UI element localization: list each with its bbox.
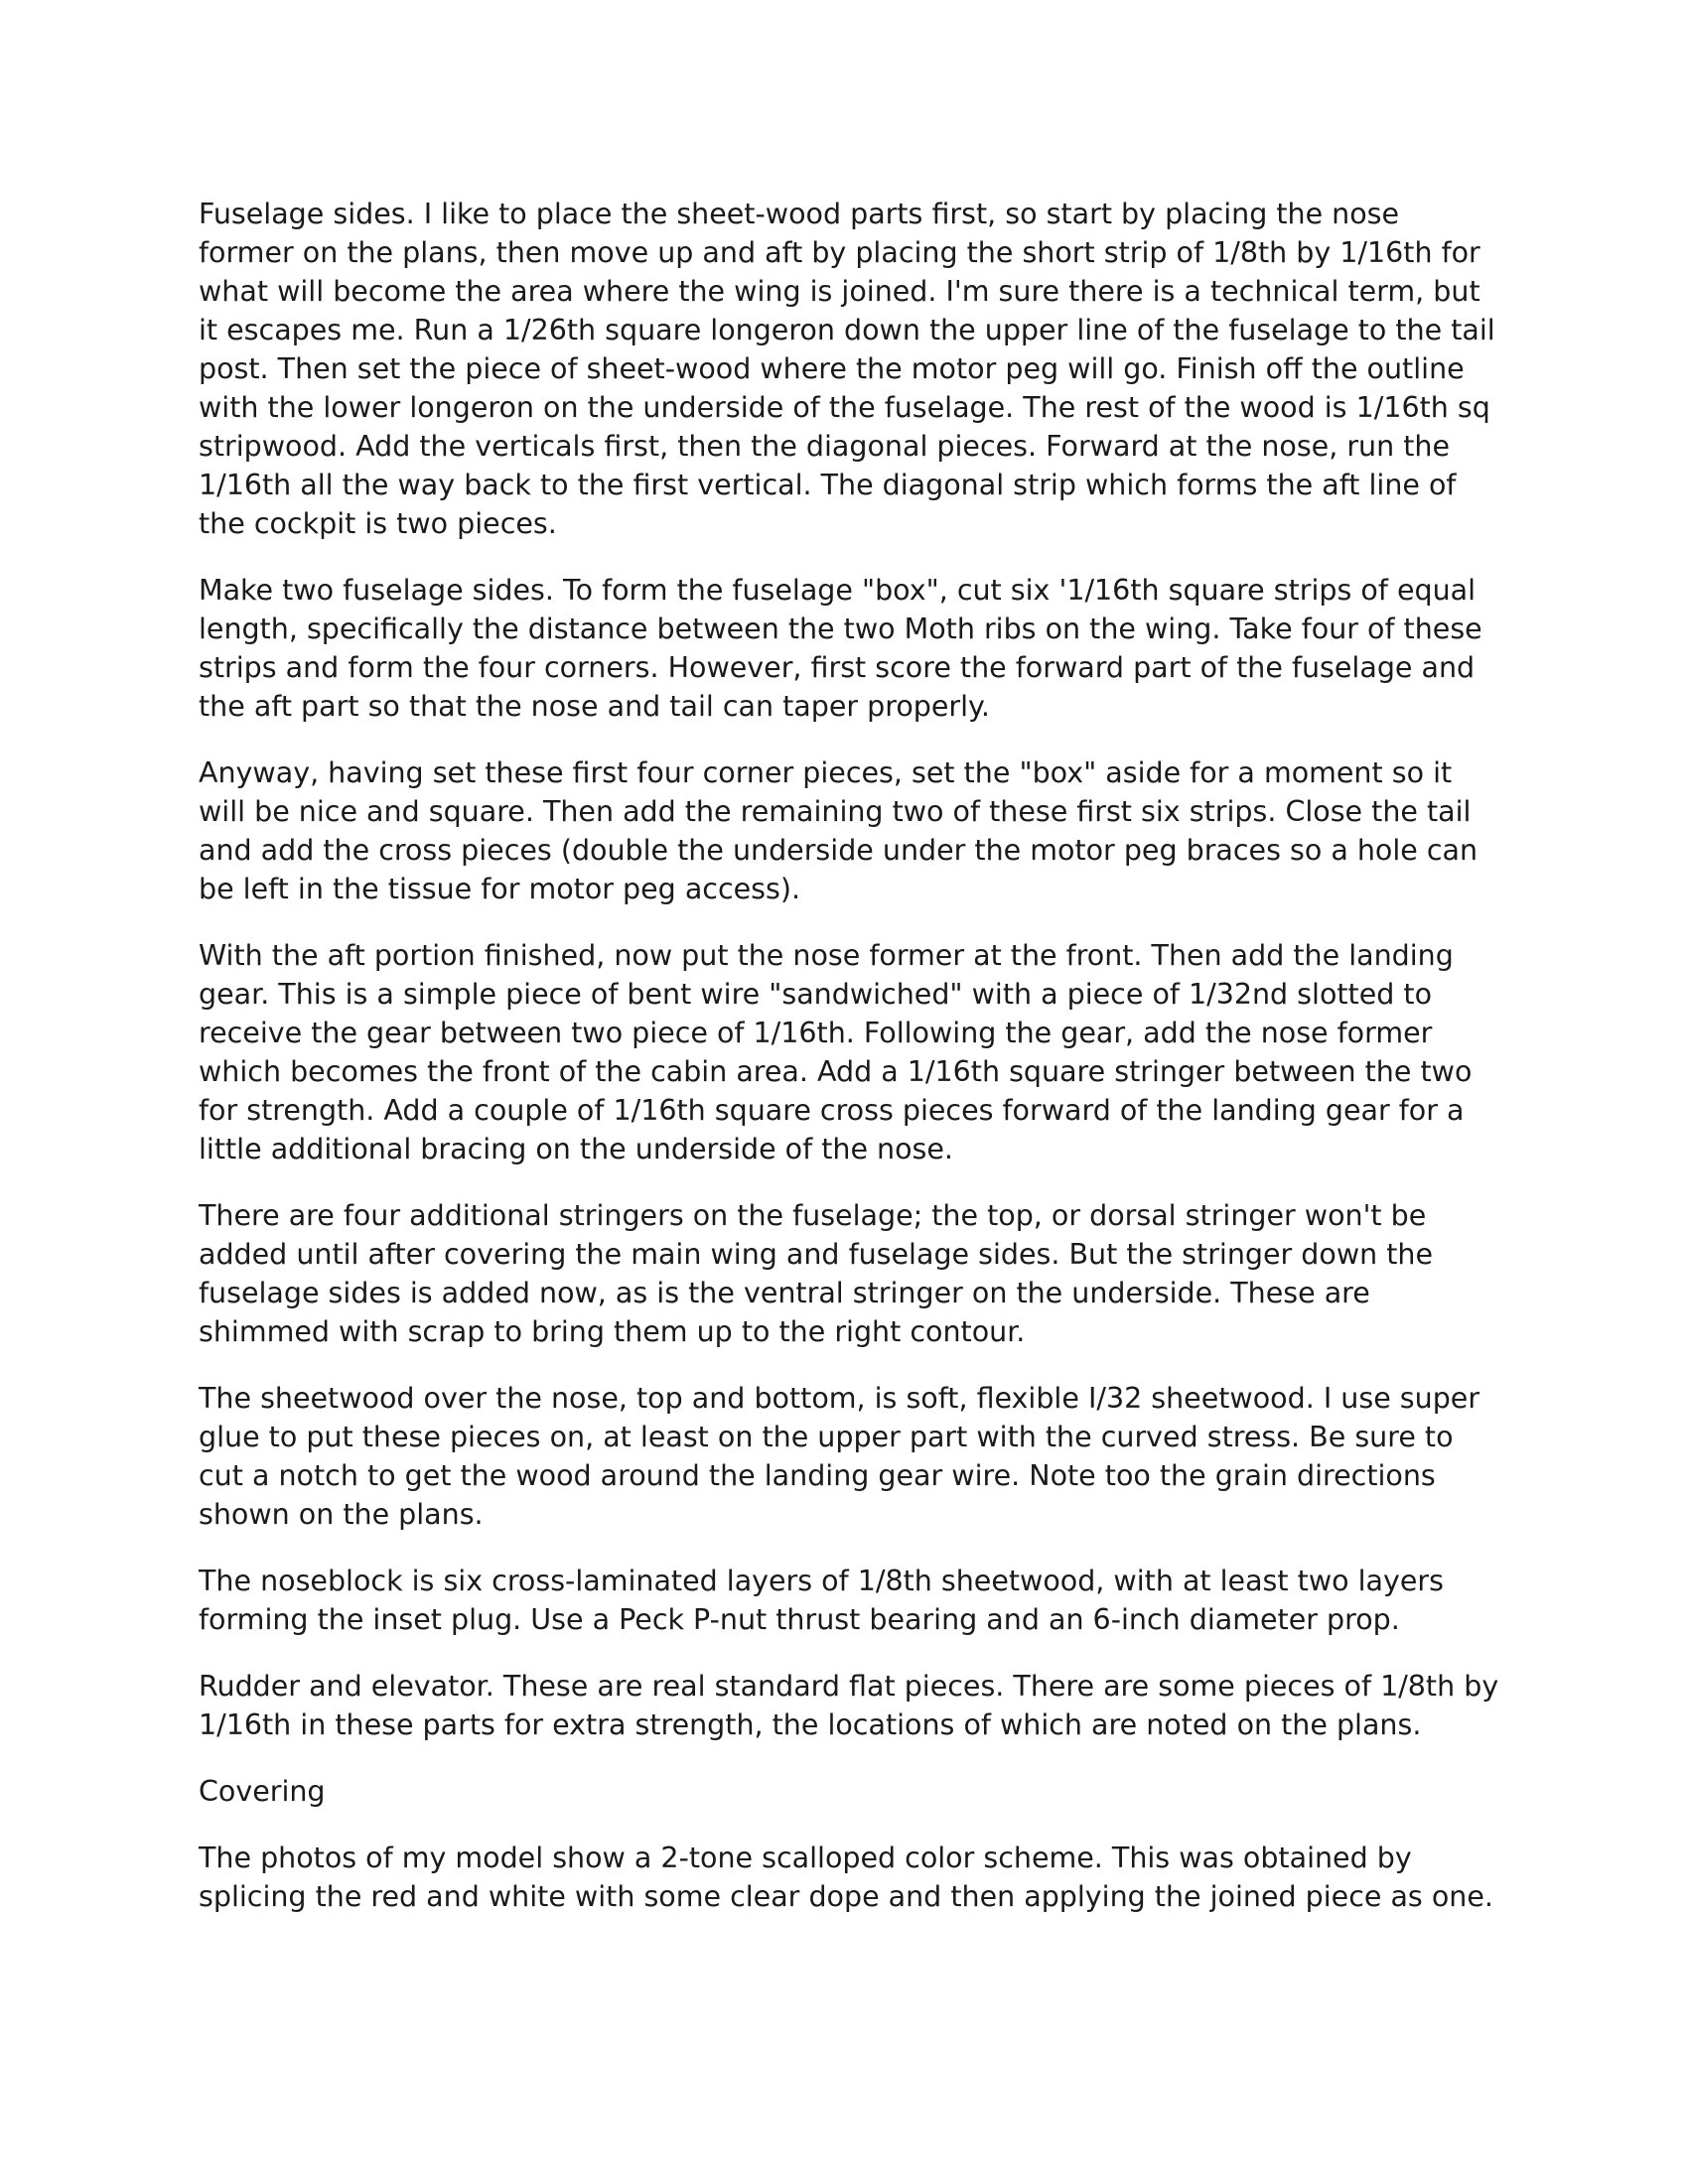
paragraph-fuselage-sides: Fuselage sides. I like to place the sheet-wood parts first, so start by placing the nose former on the plans, then move up and aft by placing the short strip of 1/8th by 1/16th for what will become the area where the wing is joined. I'm sure there is a technical term, but it escapes me. Run a 1/26th square longeron down the upper line of the fuselage to the tail post. Then set the piece of sheet-wood where the motor peg will go. Finish off the outline with the lower longeron on the underside of the fuselage. The rest of the wood is 1/16th sq stripwood. Add the verticals first, then the diagonal pieces. Forward at the nose, run the 1/16th all the way back to the first vertical. The diagonal strip which forms the aft line of the cockpit is two pieces. bbox=[199, 198, 1495, 540]
paragraph-nose-former: With the aft portion finished, now put the nose former at the front. Then add the landing gear. This is a simple piece of bent wire "sandwiched" with a piece of 1/32nd slotted to receive the gear between two piece of 1/16th. Following the gear, add the nose former which becomes the front of the cabin area. Add a 1/16th square stringer between the two for strength. Add a couple of 1/16th square cross pieces forward of the landing gear for a little additional bracing on the underside of the nose. bbox=[199, 939, 1473, 1165]
document-page bbox=[199, 195, 1499, 1944]
paragraph-fuselage-box: Make two fuselage sides. To form the fuselage "box", cut six '1/16th square strips of equal length, specifically the distance between the two Moth ribs on the wing. Take four of these strips and form the four corners. However, first score the forward part of the fuselage and the aft part so that the nose and tail can taper properly. bbox=[199, 574, 1482, 723]
paragraph-rudder-elevator: Rudder and elevator. These are real standard flat pieces. There are some pieces of 1/8th by 1/16th in these parts for extra strength, the locations of which are noted on the plans. bbox=[199, 1670, 1499, 1741]
paragraph-sheetwood: The sheetwood over the nose, top and bottom, is soft, flexible I/32 sheetwood. I use super glue to put these pieces on, at least on the upper part with the curved stress. Be sure to cut a notch to get the wood around the landing gear wire. Note too the grain directions shown on the plans. bbox=[199, 1382, 1480, 1531]
paragraph-noseblock: The noseblock is six cross-laminated layers of 1/8th sheetwood, with at least two layers forming the inset plug. Use a Peck P-nut thrust bearing and an 6-inch diameter prop. bbox=[199, 1565, 1444, 1636]
section-heading-covering: Covering bbox=[199, 1775, 326, 1808]
paragraph-stringers: There are four additional stringers on the fuselage; the top, or dorsal stringer won't be added until after covering the main wing and fuselage sides. But the stringer down the fuselage sides is added now, as is the ventral stringer on the underside. These are shimmed with scrap to bring them up to the right contour. bbox=[199, 1199, 1434, 1348]
paragraph-corner-pieces: Anyway, having set these first four corner pieces, set the "box" aside for a moment so it will be nice and square. Then add the remaining two of these first six strips. Close the tail and add the cross pieces (double the underside under the motor peg braces so a hole can be left in the tissue for motor peg access). bbox=[199, 756, 1478, 905]
paragraph-covering: The photos of my model show a 2-tone scalloped color scheme. This was obtained by splicing the red and white with some clear dope and then applying the joined piece as one. bbox=[199, 1842, 1493, 1913]
